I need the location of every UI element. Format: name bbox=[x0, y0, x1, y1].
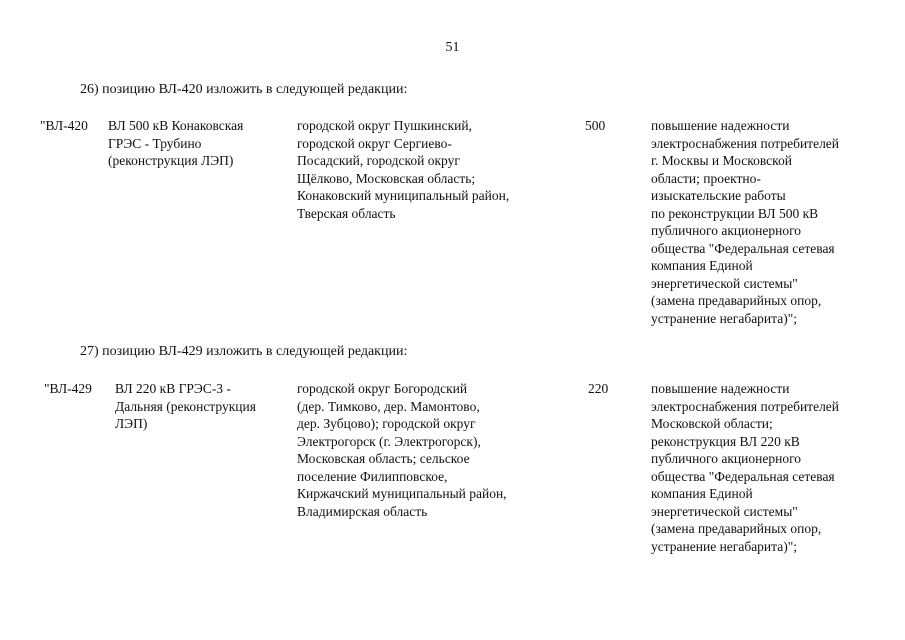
entry-27-code: "ВЛ-429 bbox=[44, 381, 92, 396]
entry-27-purpose: повышение надежности электроснабжения потребителей Московской области; реконструкция ВЛ 220 кВ публичного акционерного общества "Федеральная сетевая компания Единой энергетической системы" (замена предаварийных опор, устранение негабарита)"; bbox=[651, 381, 840, 554]
page-number: 51 bbox=[445, 40, 460, 55]
entry-26-code: "ВЛ-420 bbox=[40, 118, 88, 133]
entry-26-line-name: ВЛ 500 кВ Конаковская ГРЭС - Трубино (реконструкция ЛЭП) bbox=[108, 118, 244, 168]
entry-26-purpose: повышение надежности электроснабжения потребителей г. Москвы и Московской области; проектно- изыскательские работы по реконструкции ВЛ 500 кВ публичного акционерного общества "Федеральная сетевая компания Единой энергетической системы" (замена предаварийных опор, устранение негабарита)"; bbox=[651, 118, 840, 326]
entry-27-voltage: 220 bbox=[588, 381, 609, 396]
entry-27-location: городской округ Богородский (дер. Тимково, дер. Мамонтово, дер. Зубцово); городской округ Электрогорск (г. Электрогорск), Московская область; сельское поселение Филипповское, Киржачский муниципальный район, Владимирская область bbox=[297, 381, 507, 519]
entry-26-location: городской округ Пушкинский, городской округ Сергиево- Посадский, городской округ Щёлково, Московская область; Конаковский муниципальный район, Тверская область bbox=[297, 118, 510, 221]
entry-27-line-name: ВЛ 220 кВ ГРЭС-3 - Дальняя (реконструкция ЛЭП) bbox=[115, 381, 256, 431]
entry-26-voltage: 500 bbox=[585, 118, 606, 133]
entry-27-intro: 27) позицию ВЛ-429 изложить в следующей редакции: bbox=[80, 344, 408, 359]
entry-26-intro: 26) позицию ВЛ-420 изложить в следующей редакции: bbox=[80, 82, 408, 97]
